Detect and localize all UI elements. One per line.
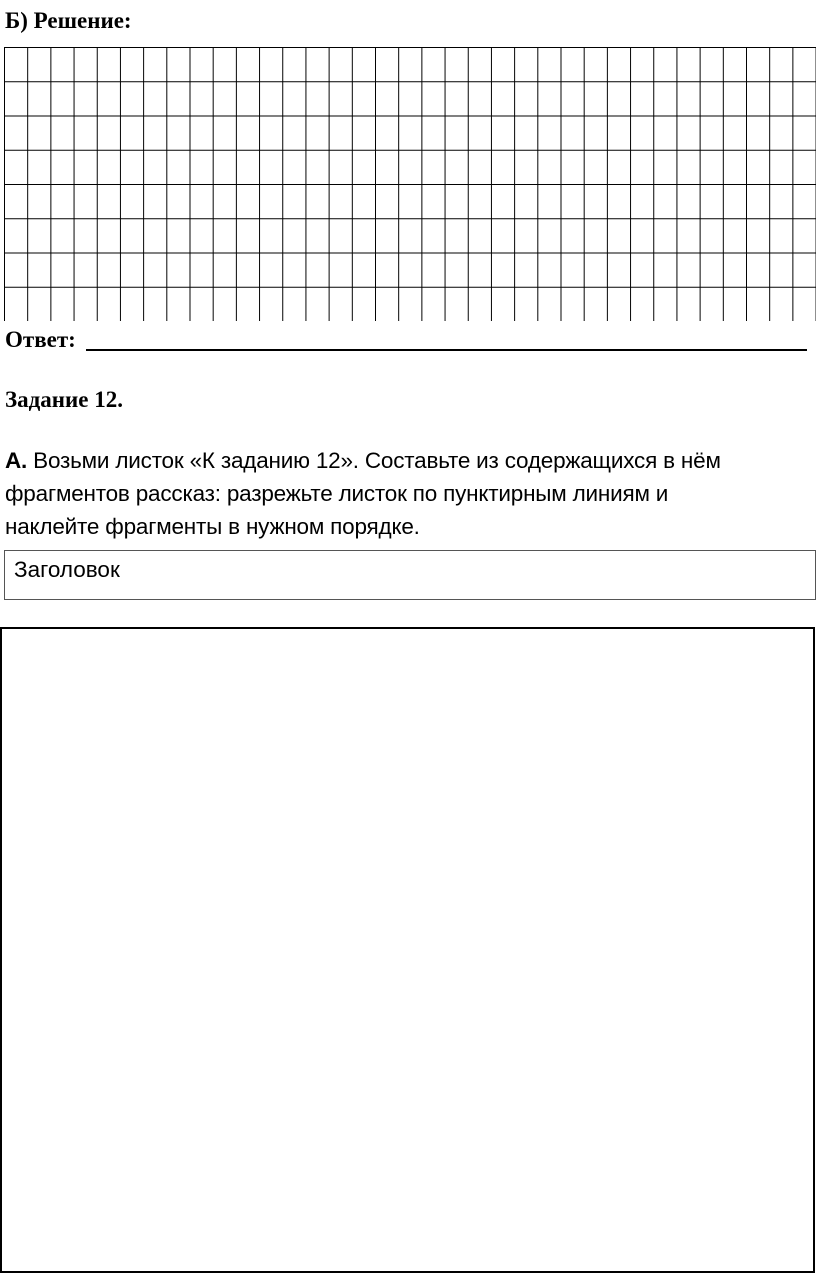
- task-instructions: [5, 444, 805, 543]
- answer-label: Ответ:: [5, 327, 76, 352]
- task-heading: Задание 12.: [5, 387, 123, 412]
- task-text-line-1-body: Возьми листок «К заданию 12». Составьте из содержащихся в нём: [27, 448, 721, 473]
- solution-grid[interactable]: [4, 47, 816, 321]
- task-text-line-1: [5, 444, 805, 477]
- title-box[interactable]: [4, 550, 816, 600]
- answer-line[interactable]: [86, 349, 807, 351]
- task-text-line-3: наклейте фрагменты в нужном порядке.: [5, 514, 420, 539]
- task-text-line-2: фрагментов рассказ: разрежьте листок по пунктирным линиям и: [5, 481, 669, 506]
- paste-area[interactable]: [0, 627, 815, 1273]
- solution-heading: Б) Решение:: [5, 8, 132, 33]
- answer-row: [5, 326, 807, 354]
- title-box-label: Заголовок: [14, 557, 120, 582]
- task-item-label: А.: [5, 448, 28, 473]
